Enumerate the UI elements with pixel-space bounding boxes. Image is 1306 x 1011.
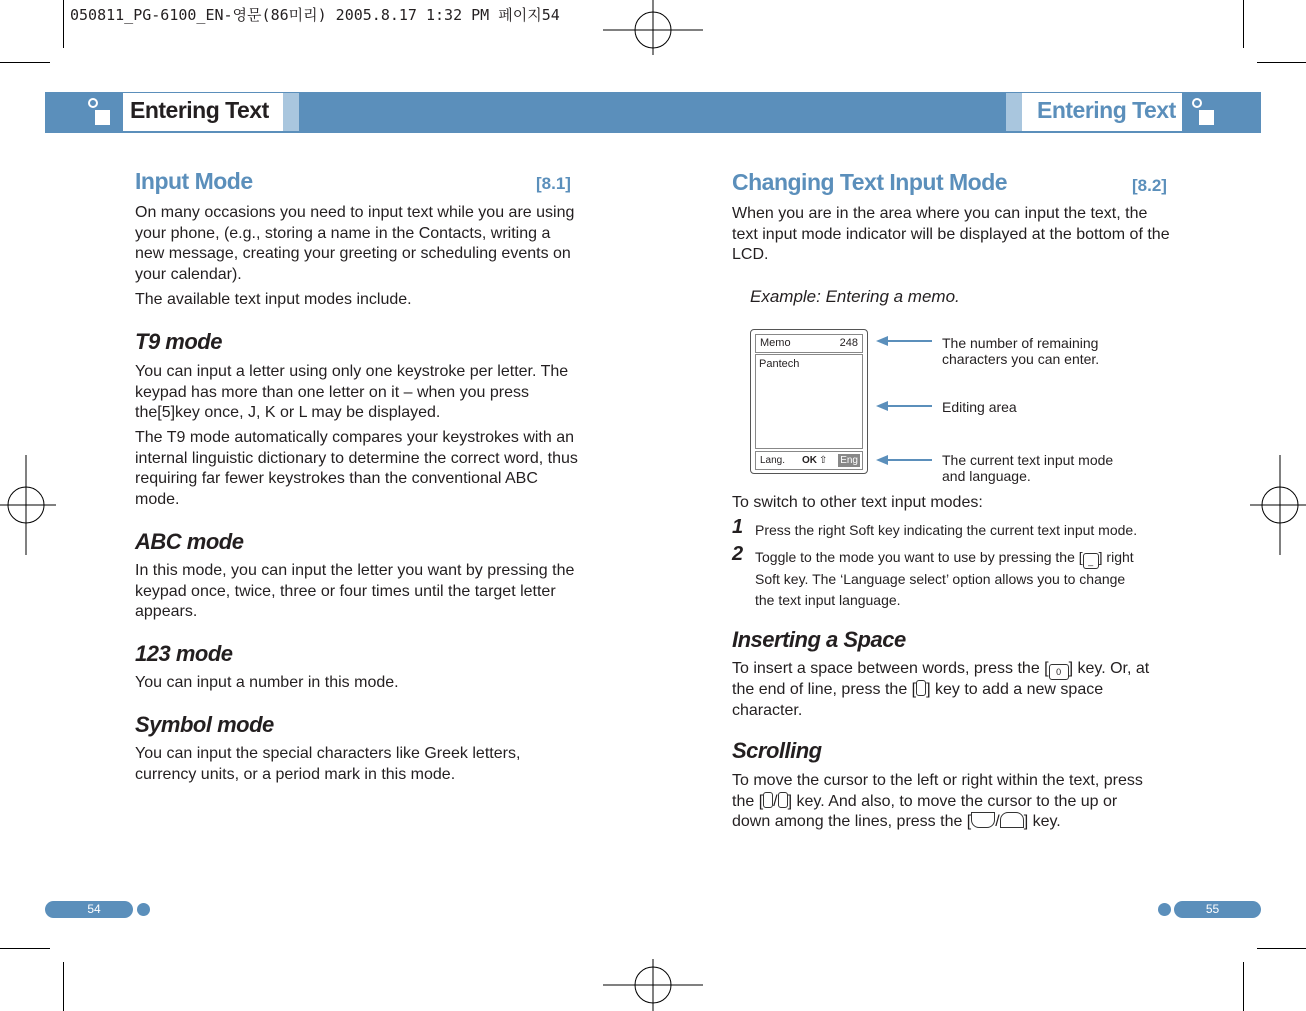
para-text: ] key. Or, at [1068,660,1150,677]
callout-text: Editing area [942,399,1017,415]
t9-title: T9 mode [135,329,222,354]
registration-mark-icon [603,955,703,1011]
example-caption: Example: Entering a memo. [750,287,960,306]
left-header-accent [283,93,299,131]
para-line [732,792,1182,813]
section-number: [8.2] [1132,176,1167,195]
intro-paragraph: When you are in the area where you can input the text, the text input mode indicator will be displayed at the bottom of the LCD. [732,205,1170,263]
step-line: the text input language. [755,591,901,608]
step-text: Press the right Soft key indicating the current text input mode. [755,522,1138,538]
step-number: 2 [732,543,744,565]
intro-paragraph: On many occasions you need to input text while you are using your phone, (e.g., storing a name in the Contacts, writing a new message, creating your greeting or scheduling events on your calendar). [135,204,575,283]
tab-icon [86,96,114,130]
right-header-title: Entering Text [1037,97,1176,123]
para-line: character. [732,701,803,719]
para-line [732,659,1182,680]
screen-title: Memo [760,337,791,349]
para-line [732,812,1182,833]
crop-mark [1257,62,1306,63]
para-line [732,680,1182,701]
zero-key-icon: 0 [1049,664,1069,680]
para-text: the [ [732,792,764,810]
scroll-title: Scrolling [732,738,822,763]
callout-arrow-icon [876,333,936,349]
shift-icon: ⇧ [819,455,828,466]
num-paragraph: You can input a number in this mode. [135,674,399,691]
crop-mark [1243,0,1244,48]
callout-line: The current text input mode [942,452,1114,468]
tab-icon [1190,96,1218,130]
space-paragraph [732,659,1182,721]
section-title: Input Mode [135,168,253,194]
screen-edit-area [755,354,863,449]
softkey-icon: _ [1083,553,1099,569]
crop-mark [1243,962,1244,1011]
callout-text [942,335,1099,367]
screen-softkey-bar [755,451,863,470]
step-line-text: ] right [1098,549,1134,565]
intro-paragraph: The available text input modes include. [135,291,412,308]
callout-line: characters you can enter. [942,351,1100,367]
right-key-icon [778,792,788,808]
crop-mark [0,62,50,63]
left-key-icon [763,792,773,808]
para-text: To insert a space between words, press the [ [732,660,1049,677]
screen-count: 248 [839,337,858,349]
crop-mark [0,948,50,949]
para-text: / [773,792,778,810]
page-number [45,901,133,918]
para-text: ] key. And also, to move the cursor to the up or [787,792,1118,810]
scroll-paragraph [732,771,1182,833]
up-key-icon [1000,812,1024,828]
step-number: 1 [732,516,744,538]
abc-title: ABC mode [135,529,244,554]
screen-soft-center: OK [802,455,817,466]
right-header-accent [1006,93,1022,131]
para-text: ] key. [1023,813,1061,830]
abc-paragraph: In this mode, you can input the letter you want by pressing the keypad once, twice, three or four times until the target letter appears. [135,562,575,620]
print-header: 050811_PG-6100_EN-영문(86미리) 2005.8.17 1:32 PM 페이지54 [70,6,560,24]
callout-text [942,452,1113,484]
para-text: ] key to add a new space [926,681,1104,698]
registration-mark-icon [0,455,56,555]
screen-soft-left: Lang. [760,455,786,466]
left-header-title: Entering Text [130,97,269,123]
screen-soft-right: Eng [840,455,858,466]
page-number [1174,901,1261,918]
section-number: [8.1] [536,174,571,193]
switch-intro: To switch to other text input modes: [732,494,983,511]
callout-line: and language. [942,468,1031,484]
crop-mark [63,962,64,1011]
crop-mark [1257,948,1306,949]
crop-mark [63,0,64,48]
page-dot [137,903,150,916]
callout-line: The number of remaining [942,335,1099,351]
step-line: Soft key. The ‘Language select’ option allows you to change [755,571,1126,587]
step-line [755,547,1175,569]
right-key-icon [916,680,926,696]
page-dot [1158,903,1171,916]
down-key-icon [971,812,995,828]
symbol-paragraph: You can input the special characters like Greek letters, currency units, or a period mark in this mode. [135,745,521,783]
step-line-text: Toggle to the mode you want to use by pressing the [ [755,549,1083,565]
t9-paragraph: You can input a letter using only one keystroke per letter. The keypad has more than one letter on it – when you press the[5]key once, J, K or L may be displayed. [135,363,569,421]
space-title: Inserting a Space [732,627,906,652]
para-text: the end of line, press the [ [732,681,917,698]
section-title: Changing Text Input Mode [732,169,1008,195]
callout-arrow-icon [876,398,936,414]
page-number-text: 55 [1205,902,1220,916]
step-text [755,547,1175,610]
symbol-title: Symbol mode [135,712,274,737]
page-number-text: 54 [87,902,101,916]
callout-arrow-icon [876,452,936,468]
registration-mark-icon [1250,455,1306,555]
para-text: down among the lines, press the [ [732,813,972,830]
para-text: / [995,813,1000,830]
registration-mark-icon [603,0,703,60]
t9-paragraph: The T9 mode automatically compares your keystrokes with an internal linguistic dictionary to determine the correct word, thus requiring far fewer keystrokes than the conventional ABC mode. [135,429,578,508]
num-title: 123 mode [135,641,233,666]
para-line: To move the cursor to the left or right within the text, press [732,772,1143,789]
screen-text: Pantech [759,358,800,370]
phone-screen [750,329,868,474]
screen-title-bar [755,334,863,353]
